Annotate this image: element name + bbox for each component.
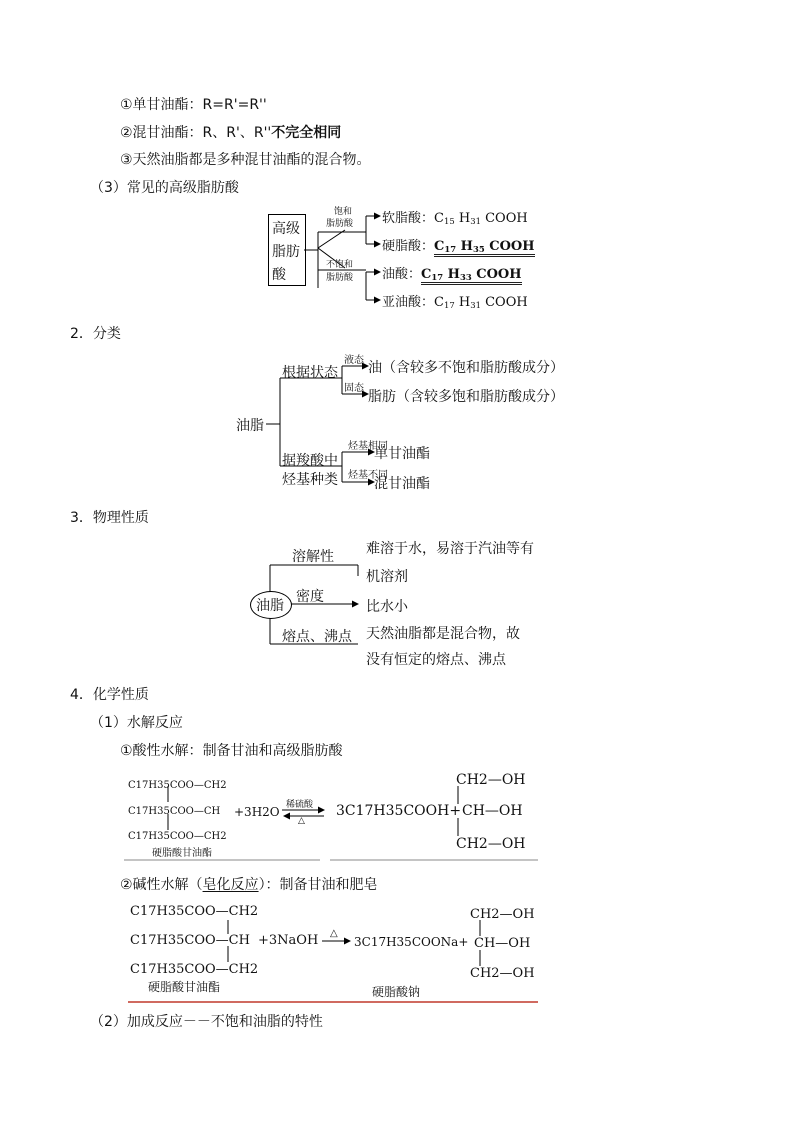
physical-solubility-desc-2: 机溶剂 xyxy=(366,569,408,585)
intro-line-1: ①单甘油酯：R=R'=R'' xyxy=(120,97,267,113)
base-reactant-3: C17H35COO—CH2 xyxy=(130,962,259,977)
physical-density: 密度 xyxy=(296,589,324,605)
physical-mp-desc-1: 天然油脂都是混合物，故 xyxy=(366,626,520,642)
acid-stearic: 硬脂酸：$C_{17}$ $H_{35}$ COOH xyxy=(382,235,535,254)
base-heat: △ xyxy=(330,928,338,939)
fatty-acid-box-line-2: 脂肪 xyxy=(272,244,300,260)
classify-diff-radical: 烃基不同 xyxy=(348,470,388,481)
intro-line-3: ③天然油脂都是多种混甘油酯的混合物。 xyxy=(120,152,371,168)
physical-density-desc: 比水小 xyxy=(366,599,408,615)
fatty-acid-box-line-1: 高级 xyxy=(272,221,300,237)
fatty-acids-heading: （3）常见的高级脂肪酸 xyxy=(90,180,239,196)
base-product-name: 硬脂酸钠 xyxy=(372,985,421,999)
base-hydrolysis-title: ②碱性水解（皂化反应）：制备甘油和肥皂 xyxy=(120,877,378,893)
base-reactant-name: 硬脂酸甘油酯 xyxy=(148,980,221,994)
intro-line-2 xyxy=(120,122,341,142)
acid-linoleic: 亚油酸：$C_{17}$ $H_{31}$ COOH xyxy=(382,295,528,310)
acid-glycerol-2: CH—OH xyxy=(462,803,523,819)
classify-root: 油脂 xyxy=(236,418,264,434)
base-glycerol-1: CH2—OH xyxy=(470,907,535,922)
acid-reactant-1: C17H35COO—CH2 xyxy=(128,780,227,791)
classify-by-radical-2: 烃基种类 xyxy=(282,472,338,488)
acid-oleic: 油酸：$C_{17}$ $H_{33}$ COOH xyxy=(382,263,522,282)
unsaturated-label-1: 不饱和 xyxy=(326,260,354,270)
physical-mp: 熔点、沸点 xyxy=(282,629,352,645)
saturated-label-1: 饱和 xyxy=(334,207,353,217)
acid-glycerol-1: CH2—OH xyxy=(456,772,526,788)
acid-hydrolysis-title: ①酸性水解：制备甘油和高级脂肪酸 xyxy=(120,743,343,759)
classify-oil: 油（含较多不饱和脂肪酸成分） xyxy=(368,360,564,376)
classify-same-radical: 烃基相同 xyxy=(348,441,388,452)
base-reactant-2: C17H35COO—CH xyxy=(130,933,250,948)
base-plus-naoh: +3NaOH xyxy=(258,933,319,948)
addition-heading: （2）加成反应－－不饱和油脂的特性 xyxy=(90,1014,323,1030)
fatty-acid-box-line-3: 酸 xyxy=(272,267,286,283)
acid-reactant-2: C17H35COO—CH xyxy=(128,806,221,817)
classify-simple: 单甘油酯 xyxy=(374,446,430,462)
intro-line-2-a: ②混甘油酯：R、R'、R'' xyxy=(120,125,272,141)
physical-solubility: 溶解性 xyxy=(292,549,334,565)
classify-mixed: 混甘油酯 xyxy=(374,476,430,492)
classify-fat: 脂肪（含较多饱和脂肪酸成分） xyxy=(368,389,564,405)
base-product: 3C17H35COONa+ xyxy=(354,935,469,949)
acid-catalyst: 稀硫酸 xyxy=(286,800,314,810)
classify-liquid: 液态 xyxy=(344,355,364,366)
acid-heat: △ xyxy=(298,816,305,826)
physical-solubility-desc-1: 难溶于水，易溶于汽油等有 xyxy=(366,541,534,557)
base-glycerol-3: CH2—OH xyxy=(470,966,535,981)
physical-mp-desc-2: 没有恒定的熔点、沸点 xyxy=(366,652,506,668)
acid-reactant-name: 硬脂酸甘油酯 xyxy=(152,848,212,859)
base-glycerol-2: CH—OH xyxy=(474,936,531,951)
classify-by-radical-1: 据羧酸中 xyxy=(282,453,338,469)
acid-plus-water: +3H2O xyxy=(234,805,280,819)
hydrolysis-heading: （1）水解反应 xyxy=(90,715,183,731)
chemical-heading: 4．化学性质 xyxy=(70,687,149,703)
classify-heading: 2．分类 xyxy=(70,326,121,342)
acid-glycerol-3: CH2—OH xyxy=(456,836,526,852)
base-reactant-1: C17H35COO—CH2 xyxy=(130,904,259,919)
physical-root: 油脂 xyxy=(256,598,284,614)
acid-reactant-3: C17H35COO—CH2 xyxy=(128,831,227,842)
classify-solid: 固态 xyxy=(344,383,364,394)
classify-by-state: 根据状态 xyxy=(282,365,338,381)
saturated-label-2: 脂肪酸 xyxy=(326,219,354,229)
physical-heading: 3．物理性质 xyxy=(70,510,149,526)
unsaturated-label-2: 脂肪酸 xyxy=(326,273,354,283)
acid-product: 3C17H35COOH+ xyxy=(336,803,462,819)
acid-palmitic: 软脂酸：$C_{15}$ $H_{31}$ COOH xyxy=(382,211,528,226)
intro-line-2-b: 不完全相同 xyxy=(271,125,342,141)
